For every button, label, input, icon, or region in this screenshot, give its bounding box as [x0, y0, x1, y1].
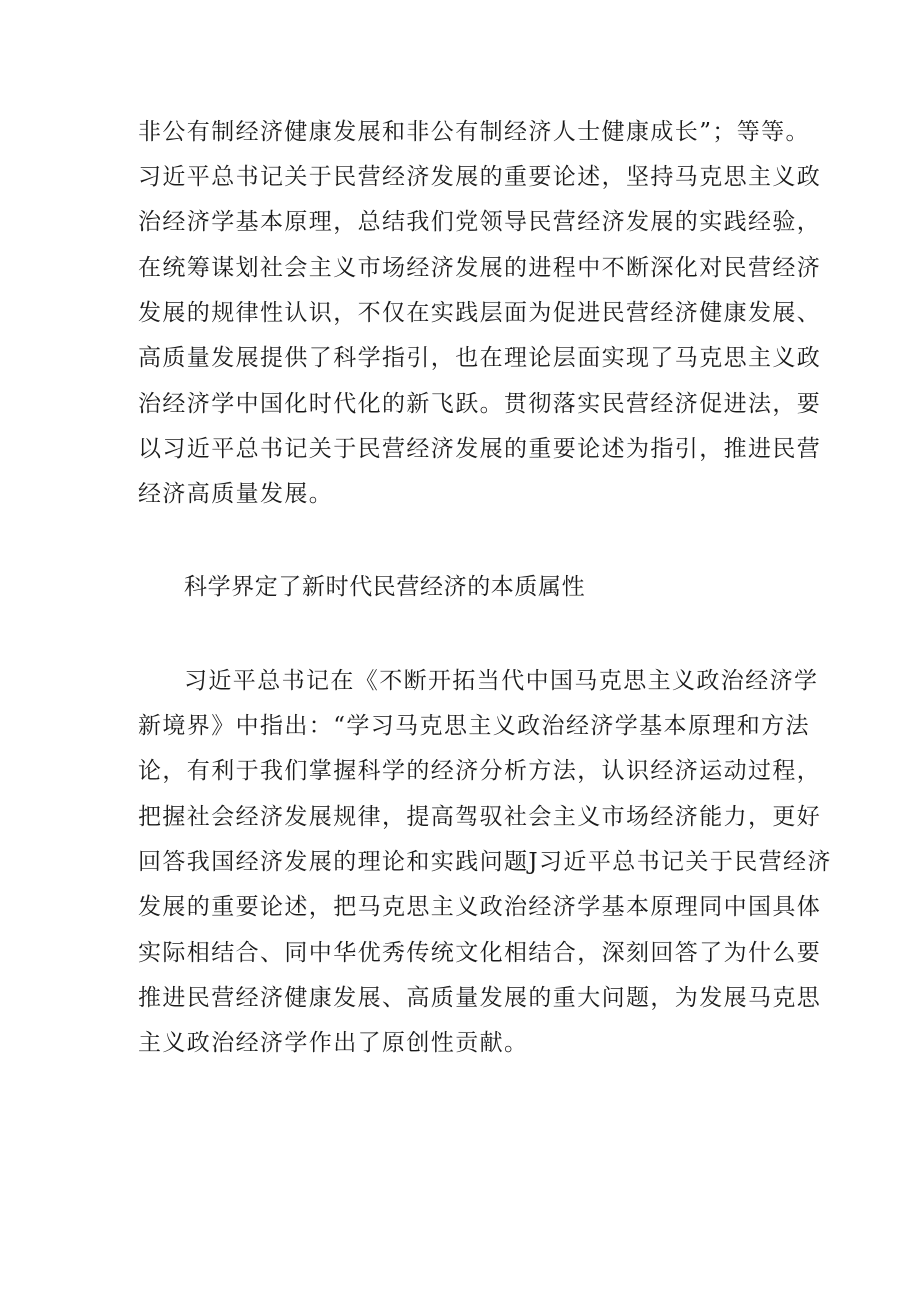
paragraph-2-line-2: 新境界》中指出：“学习马克思主义政治经济学基本原理和方法: [138, 713, 810, 739]
paragraph-1-line-8: 以习近平总书记关于民营经济发展的重要论述为指引，推进民营: [138, 436, 822, 462]
paragraph-2-line-9: 主义政治经济学作出了原创性贡献。: [138, 1030, 529, 1056]
paragraph-1-line-5: 发展的规律性认识，不仅在实践层面为促进民营经济健康发展、: [138, 300, 822, 326]
paragraph-1-line-6: 高质量发展提供了科学指引，也在理论层面实现了马克思主义政: [138, 345, 822, 371]
section-heading: 科学界定了新时代民营经济的本质属性: [184, 574, 586, 600]
paragraph-1-line-2: 习近平总书记关于民营经济发展的重要论述，坚持马克思主义政: [138, 164, 822, 190]
paragraph-2-line-3: 论，有利于我们掌握科学的经济分析方法，认识经济运动过程，: [138, 758, 822, 784]
paragraph-2-line-5: 回答我国经济发展的理论和实践问题J习近平总书记关于民营经济: [138, 849, 832, 875]
paragraph-1-line-7: 治经济学中国化时代化的新飞跃。贯彻落实民营经济促进法，要: [138, 391, 822, 417]
paragraph-1-line-9: 经济高质量发展。: [138, 481, 334, 507]
paragraph-1-line-1: 非公有制经济健康发展和非公有制经济人士健康成长”；等等。: [138, 119, 810, 145]
paragraph-2-line-4: 把握社会经济发展规律，提高驾驭社会主义市场经济能力，更好: [138, 804, 822, 830]
paragraph-2-line-1: 习近平总书记在《不断开拓当代中国马克思主义政治经济学: [184, 668, 819, 694]
paragraph-2-line-7: 实际相结合、同中华优秀传统文化相结合，深刻回答了为什么要: [138, 940, 822, 966]
paragraph-2-line-6: 发展的重要论述，把马克思主义政治经济学基本原理同中国具体: [138, 894, 822, 920]
paragraph-1-line-4: 在统筹谋划社会主义市场经济发展的进程中不断深化对民营经济: [138, 255, 822, 281]
paragraph-1-line-3: 治经济学基本原理，总结我们党领导民营经济发展的实践经验，: [138, 209, 822, 235]
paragraph-2-line-8: 推进民营经济健康发展、高质量发展的重大问题，为发展马克思: [138, 985, 822, 1011]
